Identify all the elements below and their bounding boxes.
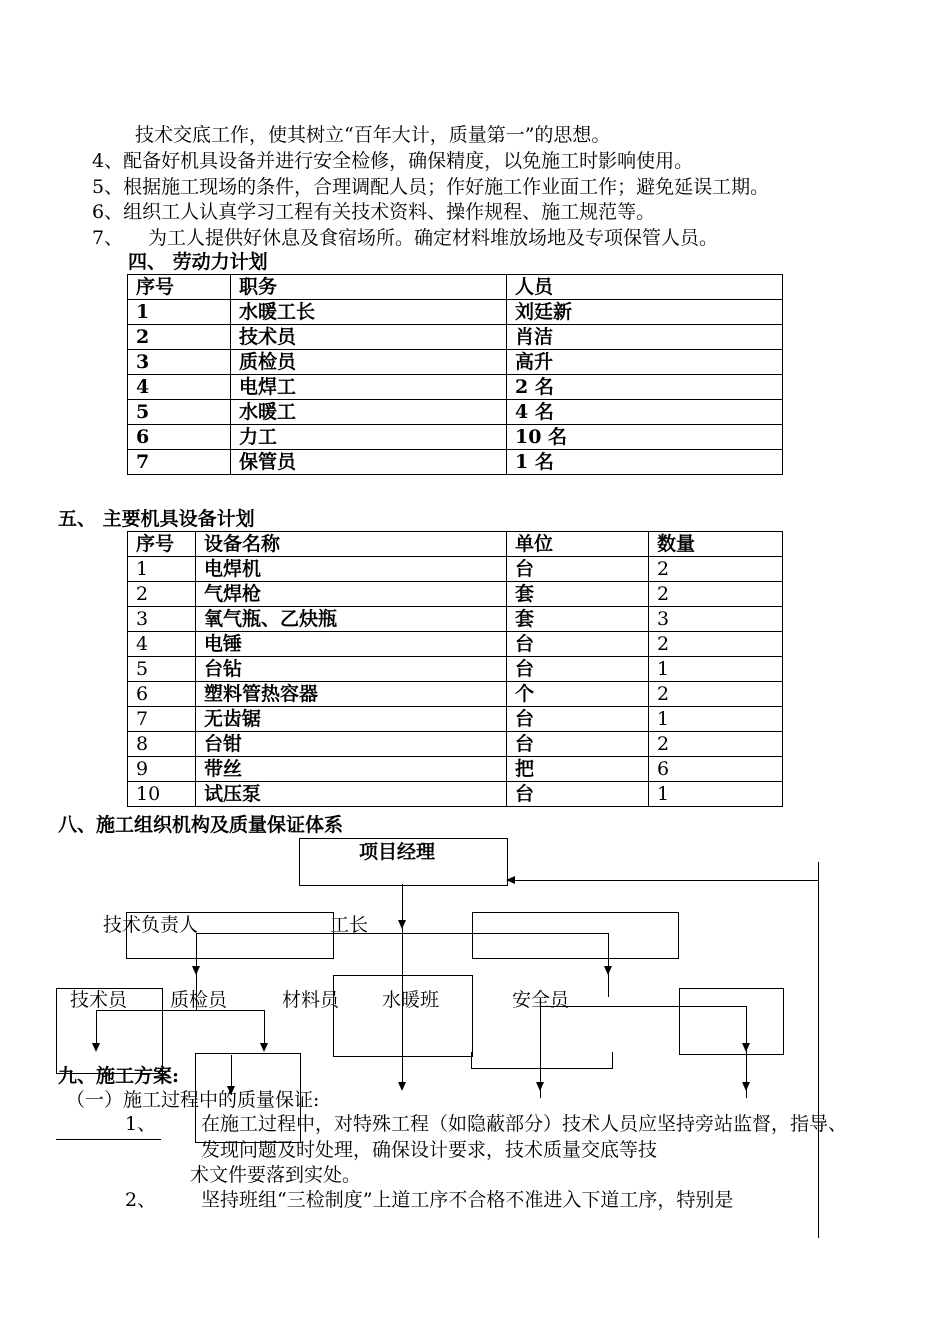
- table-cell: 台: [507, 657, 649, 682]
- table-row: [128, 325, 783, 350]
- table-row: [128, 375, 783, 400]
- table-row: [128, 707, 783, 732]
- table-cell: 2: [649, 632, 783, 657]
- table-cell: 1: [649, 782, 783, 807]
- foreman-connector: [402, 933, 608, 934]
- table-header-cell: 设备名称: [196, 532, 507, 557]
- feedback-line: [818, 862, 819, 1238]
- item-2-number: 2、: [125, 1189, 157, 1211]
- item-1-continuation: 发现问题及时处理，确保设计要求，技术质量交底等技: [201, 1139, 658, 1161]
- table-cell: 技术员: [231, 325, 507, 350]
- table-cell: 带丝: [196, 757, 507, 782]
- table-header-row: [128, 532, 783, 557]
- table-cell: 8: [128, 732, 196, 757]
- arrow-down-icon: [92, 1043, 100, 1052]
- table-cell: 肖洁: [507, 325, 783, 350]
- table-cell: 高升: [507, 350, 783, 375]
- item-2-text: 坚持班组“三检制度”上道工序不合格不准进入下道工序，特别是: [201, 1189, 734, 1211]
- table-cell: 6: [128, 425, 231, 450]
- table-cell: 台: [507, 707, 649, 732]
- table-cell: 1: [649, 707, 783, 732]
- table-row: [128, 682, 783, 707]
- foreman-label: 工长: [330, 914, 369, 936]
- table-row: [128, 657, 783, 682]
- inspector-label: 质检员: [170, 989, 228, 1011]
- table-row: [128, 300, 783, 325]
- arrow-left-icon: [506, 876, 515, 884]
- safety-connector: [540, 1006, 746, 1007]
- table-header-cell: 序号: [128, 275, 231, 300]
- table-cell: 1 名: [507, 450, 783, 475]
- item-1-text: 在施工过程中，对特殊工程（如隐蔽部分）技术人员应坚持旁站监督，指导、: [201, 1113, 848, 1135]
- labor-plan-heading: 四、 劳动力计划: [128, 251, 268, 273]
- underline: [56, 1139, 161, 1140]
- arrow-down-icon: [742, 1043, 750, 1052]
- table-cell: 刘廷新: [507, 300, 783, 325]
- table-cell: 质检员: [231, 350, 507, 375]
- plan-subheading: （一）施工过程中的质量保证:: [66, 1089, 320, 1111]
- table-cell: 1: [128, 300, 231, 325]
- inspector-line: [196, 975, 197, 1010]
- table-cell: 水暖工长: [231, 300, 507, 325]
- plumbing-team-label: 水暖班: [382, 989, 440, 1011]
- org-chart-heading: 八、施工组织机构及质量保证体系: [58, 814, 344, 836]
- paragraph-1: 技术交底工作，使其树立“百年大计，质量第一”的思想。: [135, 124, 611, 146]
- material-label: 材料员: [282, 989, 340, 1011]
- table-row: [128, 782, 783, 807]
- table-cell: 10 名: [507, 425, 783, 450]
- paragraph-7-number: 7、: [92, 227, 124, 249]
- table-cell: 保管员: [231, 450, 507, 475]
- right-box: [679, 988, 784, 1055]
- table-cell: 2 名: [507, 375, 783, 400]
- table-row: [128, 350, 783, 375]
- foreman-down-line: [608, 933, 609, 997]
- table-cell: 1: [649, 657, 783, 682]
- inspector-connector: [96, 1010, 264, 1011]
- table-row: [128, 582, 783, 607]
- tech-lead-connector: [196, 933, 402, 934]
- arrow-down-icon: [192, 966, 200, 975]
- table-cell: 电焊工: [231, 375, 507, 400]
- table-cell: 1: [128, 557, 196, 582]
- table-cell: 力工: [231, 425, 507, 450]
- table-cell: 6: [649, 757, 783, 782]
- table-cell: 台钳: [196, 732, 507, 757]
- table-cell: 3: [649, 607, 783, 632]
- table-cell: 套: [507, 582, 649, 607]
- table-cell: 9: [128, 757, 196, 782]
- table-row: [128, 732, 783, 757]
- table-cell: 3: [128, 607, 196, 632]
- plan-heading: 九、施工方案:: [58, 1065, 180, 1087]
- inspector-down-line: [264, 1010, 265, 1047]
- material-box: [333, 975, 473, 1057]
- table-row: [128, 400, 783, 425]
- table-cell: 5: [128, 657, 196, 682]
- table-cell: 5: [128, 400, 231, 425]
- table-cell: 无齿锯: [196, 707, 507, 732]
- arrow-down-icon: [398, 1082, 406, 1091]
- table-row: [128, 632, 783, 657]
- arrow-down-icon: [536, 1082, 544, 1091]
- table-header-cell: 职务: [231, 275, 507, 300]
- paragraph-7: 为工人提供好休息及食宿场所。确定材料堆放场地及专项保管人员。: [148, 227, 719, 249]
- table-cell: 6: [128, 682, 196, 707]
- table-cell: 把: [507, 757, 649, 782]
- table-cell: 塑料管热容器: [196, 682, 507, 707]
- table-header-cell: 序号: [128, 532, 196, 557]
- table-row: [128, 425, 783, 450]
- table-cell: 台钻: [196, 657, 507, 682]
- table-cell: 7: [128, 450, 231, 475]
- table-cell: 4 名: [507, 400, 783, 425]
- table-cell: 电焊机: [196, 557, 507, 582]
- tech-lead-label: 技术负责人: [103, 914, 199, 936]
- paragraph-6: 6、组织工人认真学习工程有关技术资料、操作规程、施工规范等。: [92, 201, 656, 223]
- table-cell: 水暖工: [231, 400, 507, 425]
- table-cell: 台: [507, 632, 649, 657]
- item-1-continuation-2: 术文件要落到实处。: [190, 1164, 362, 1186]
- arrow-down-icon: [742, 1082, 750, 1091]
- foreman-box: [472, 912, 679, 959]
- table-row: [128, 557, 783, 582]
- table-cell: 2: [649, 732, 783, 757]
- feedback-top-line: [512, 880, 818, 881]
- table-header-cell: 数量: [649, 532, 783, 557]
- arrow-down-icon: [604, 966, 612, 975]
- paragraph-4: 4、配备好机具设备并进行安全检修，确保精度，以免施工时影响使用。: [92, 150, 694, 172]
- table-cell: 2: [649, 557, 783, 582]
- table-cell: 2: [649, 682, 783, 707]
- safety-label: 安全员: [512, 989, 570, 1011]
- project-manager-label: 项目经理: [359, 841, 436, 863]
- table-cell: 2: [128, 582, 196, 607]
- table-cell: 气焊枪: [196, 582, 507, 607]
- table-header-cell: 单位: [507, 532, 649, 557]
- table-cell: 套: [507, 607, 649, 632]
- table-cell: 3: [128, 350, 231, 375]
- paragraph-5: 5、根据施工现场的条件，合理调配人员；作好施工作业面工作；避免延误工期。: [92, 176, 770, 198]
- table-cell: 2: [649, 582, 783, 607]
- table-cell: 个: [507, 682, 649, 707]
- table-cell: 台: [507, 732, 649, 757]
- table-header-row: [128, 275, 783, 300]
- equipment-plan-heading: 五、 主要机具设备计划: [58, 508, 255, 530]
- labor-plan-table: [127, 274, 783, 475]
- table-cell: 2: [128, 325, 231, 350]
- arrow-down-icon: [398, 920, 406, 929]
- table-row: [128, 450, 783, 475]
- table-cell: 7: [128, 707, 196, 732]
- table-row: [128, 607, 783, 632]
- technician-label: 技术员: [70, 989, 128, 1011]
- table-cell: 电锤: [196, 632, 507, 657]
- table-cell: 4: [128, 632, 196, 657]
- table-cell: 4: [128, 375, 231, 400]
- table-cell: 台: [507, 557, 649, 582]
- table-row: [128, 757, 783, 782]
- table-cell: 试压泵: [196, 782, 507, 807]
- safety-box: [471, 1052, 613, 1069]
- table-header-cell: 人员: [507, 275, 783, 300]
- item-1-number: 1、: [125, 1113, 157, 1135]
- table-cell: 氧气瓶、乙炔瓶: [196, 607, 507, 632]
- table-cell: 台: [507, 782, 649, 807]
- arrow-down-icon: [260, 1043, 268, 1052]
- equipment-plan-table: [127, 531, 783, 807]
- table-cell: 10: [128, 782, 196, 807]
